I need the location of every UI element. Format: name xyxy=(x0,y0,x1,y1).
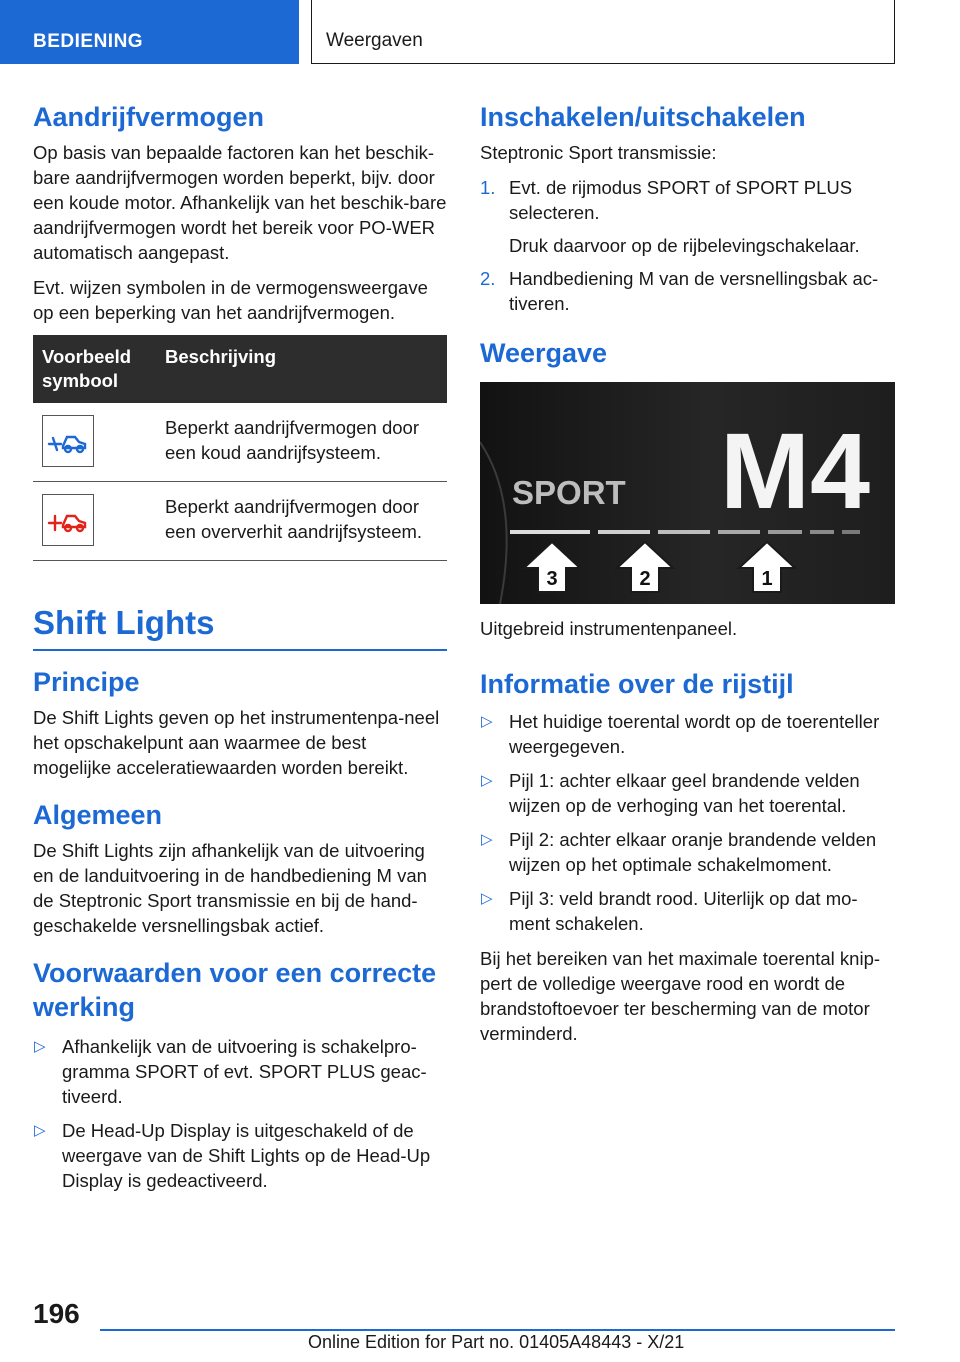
voorwaarden-list xyxy=(33,1034,447,1193)
heading-weergave: Weergave xyxy=(480,338,608,368)
image-caption: Uitgebreid instrumentenpaneel. xyxy=(480,618,738,639)
triangle-bullet-icon: ▷ xyxy=(34,1038,46,1055)
display-mode-label: SPORT xyxy=(512,474,626,511)
triangle-bullet-icon: ▷ xyxy=(481,713,493,730)
step-number: 1. xyxy=(480,177,496,198)
step-number: 2. xyxy=(480,268,496,289)
step-subtext: Druk daarvoor op de rijbelevingschakelaar. xyxy=(509,235,860,256)
drivetrain-hot-icon xyxy=(42,494,94,546)
heading-voorwaarden: Voorwaarden voor een correcte werking xyxy=(33,958,437,1022)
heading-algemeen: Algemeen xyxy=(33,800,163,830)
table-row xyxy=(33,482,447,561)
steps-list xyxy=(480,175,895,316)
list-item: 1. Evt. de rijmodus SPORT of SPORT PLUS selecteren. Druk daarvoor op de rijbelevingschakelaar. xyxy=(480,175,895,258)
heading-aandrijfvermogen: Aandrijfvermogen xyxy=(33,102,265,132)
triangle-bullet-icon: ▷ xyxy=(481,831,493,848)
table-row xyxy=(33,403,447,482)
paragraph-algemeen: De Shift Lights zijn afhankelijk van de uitvoering en de landuitvoering in de handbediening M van de Steptronic Sport transmissie en bij de hand-geschakelde versnellingsbak actief. xyxy=(33,840,427,936)
heading-rijstijl: Informatie over de rijstijl xyxy=(480,669,794,699)
display-gear-label: M4 xyxy=(720,410,871,531)
arrow-3-label: 3 xyxy=(546,568,558,590)
table-header-description: Beschrijving xyxy=(156,335,447,403)
arrow-2-label: 2 xyxy=(639,568,651,590)
rijstijl-list xyxy=(480,709,895,936)
drivetrain-cold-icon xyxy=(42,415,94,467)
paragraph-principe: De Shift Lights geven op het instrumentenpa-neel het opschakelpunt aan waarmee de best mogelijke acceleratiewaarden worden bereikt. xyxy=(33,707,440,778)
table-header-symbol: Voorbeeld symbool xyxy=(33,335,156,403)
list-item: ▷ Pijl 1: achter elkaar geel brandende velden wijzen op de verhoging van het toerental. xyxy=(481,770,860,816)
right-column xyxy=(480,100,895,1056)
paragraph-max-toerental: Bij het bereiken van het maximale toerental knip-pert de volledige weergave rood en wordt de brandstoftoevoer ter bescherming van de motor verminderd. xyxy=(480,948,881,1044)
footer-rule xyxy=(100,1329,895,1331)
heading-shift-lights: Shift Lights xyxy=(33,604,215,641)
list-item: ▷ De Head-Up Display is uitgeschakeld of de weergave van de Shift Lights op de Head-Up Display is gedeactiveerd. xyxy=(34,1120,431,1191)
list-item: ▷ Afhankelijk van de uitvoering is schakelpro-gramma SPORT of evt. SPORT PLUS geac-tiveerd. xyxy=(34,1036,427,1107)
list-item: ▷ Het huidige toerental wordt op de toerenteller weergegeven. xyxy=(481,711,880,757)
arrow-1-label: 1 xyxy=(761,568,773,590)
footer-edition: Online Edition for Part no. 01405A48443 - X/21 xyxy=(308,1332,685,1352)
header-chapter: Weergaven xyxy=(311,0,895,64)
page-number: 196 xyxy=(33,1298,80,1329)
table-cell-description: Beperkt aandrijfvermogen door een koud aandrijfsysteem. xyxy=(156,403,447,482)
triangle-bullet-icon: ▷ xyxy=(481,890,493,907)
paragraph-steptronic: Steptronic Sport transmissie: xyxy=(480,142,717,163)
heading-principe: Principe xyxy=(33,667,140,697)
paragraph-aandrijf-2: Evt. wijzen symbolen in de vermogensweergave op een beperking van het aandrijfvermogen. xyxy=(33,277,428,323)
triangle-bullet-icon: ▷ xyxy=(481,772,493,789)
list-item: ▷ Pijl 2: achter elkaar oranje brandende velden wijzen op het optimale schakelmoment. xyxy=(481,829,877,875)
symbol-table xyxy=(33,335,447,561)
heading-rule xyxy=(33,649,447,651)
table-cell-description: Beperkt aandrijfvermogen door een oververhit aandrijfsysteem. xyxy=(156,482,447,561)
header-section: BEDIENING xyxy=(0,0,299,64)
left-column xyxy=(33,100,447,1203)
heading-inschakelen: Inschakelen/uitschakelen xyxy=(480,102,806,132)
instrument-display-image xyxy=(480,382,895,604)
triangle-bullet-icon: ▷ xyxy=(34,1122,46,1139)
list-item: ▷ Pijl 3: veld brandt rood. Uiterlijk op dat mo-ment schakelen. xyxy=(481,888,858,934)
paragraph-aandrijf-1: Op basis van bepaalde factoren kan het beschik-bare aandrijfvermogen worden beperkt, bijv. door een koude motor. Afhankelijk van het beschik-bare aandrijfvermogen wordt het bereik voor PO-WER automatisch aangepast. xyxy=(33,142,447,263)
list-item: 2. Handbediening M van de versnellingsbak ac-tiveren. xyxy=(480,268,879,314)
